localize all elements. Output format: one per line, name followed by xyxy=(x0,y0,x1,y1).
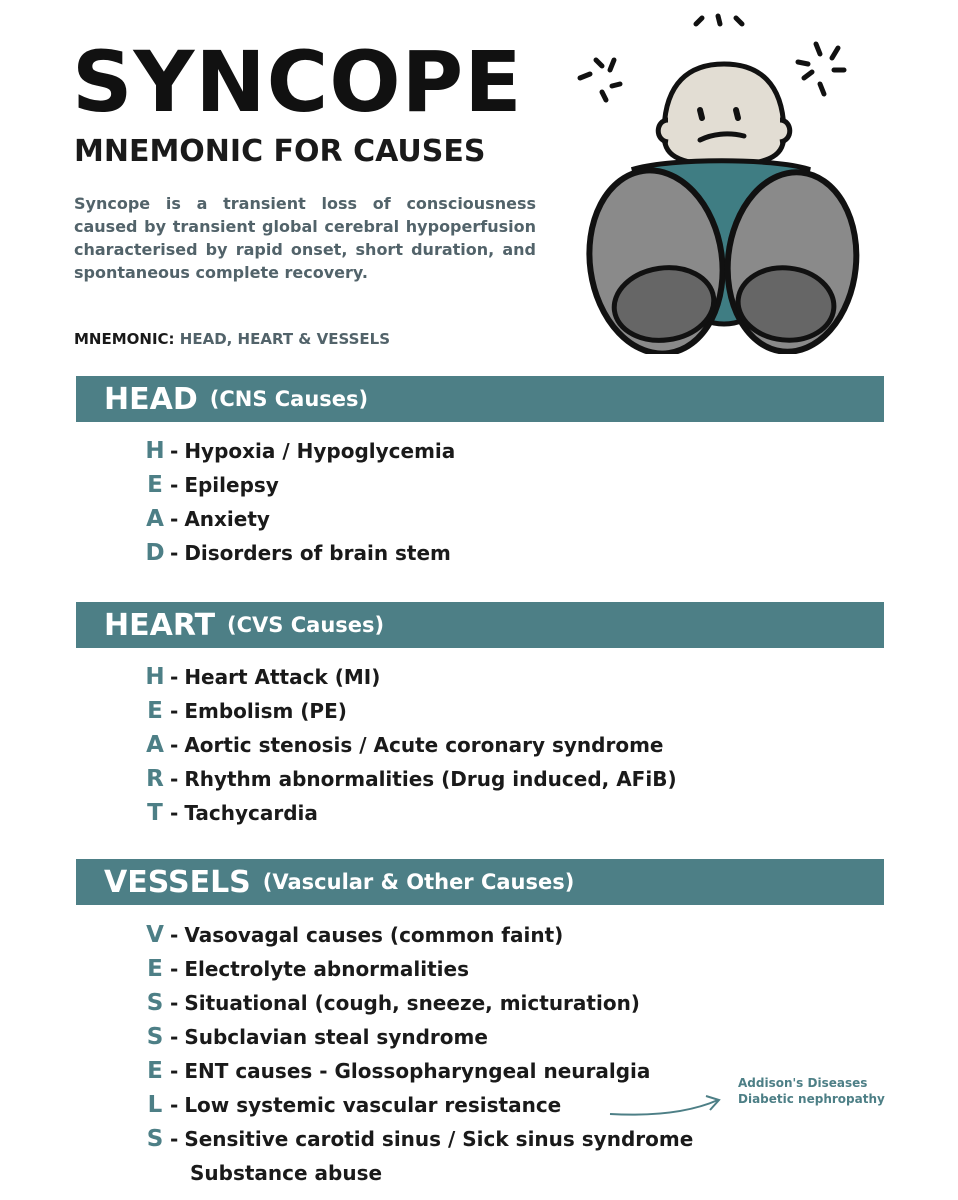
list-item-text: Substance abuse xyxy=(190,1161,383,1185)
list-item-text: Situational (cough, sneeze, micturation) xyxy=(184,991,640,1015)
heart-section-subtitle: (CVS Causes) xyxy=(227,613,385,637)
page-subtitle: MNEMONIC FOR CAUSES xyxy=(74,134,486,169)
mnemonic-letter: S xyxy=(146,1024,164,1050)
mnemonic-letter: A xyxy=(146,506,164,532)
list-item-text: Aortic stenosis / Acute coronary syndrome xyxy=(184,733,664,757)
vessels-section-subtitle: (Vascular & Other Causes) xyxy=(262,870,575,894)
list-item-text: Embolism (PE) xyxy=(184,699,347,723)
list-item: V - Vasovagal causes (common faint) xyxy=(142,918,693,952)
vessels-section-header xyxy=(76,859,884,905)
mnemonic-letter: H xyxy=(145,664,165,690)
list-item-text: ENT causes - Glossopharyngeal neuralgia xyxy=(184,1059,651,1083)
intro-paragraph: Syncope is a transient loss of consciousness caused by transient global cerebral hypoperfusion characterised by rapid onset, short duration, and spontaneous complete recovery. xyxy=(74,194,536,282)
mnemonic-letter: E xyxy=(147,1058,163,1084)
mnemonic-letter: L xyxy=(147,1092,163,1118)
list-item-text: Low systemic vascular resistance xyxy=(184,1093,562,1117)
heart-list xyxy=(142,660,677,830)
arrow-icon xyxy=(606,1088,726,1124)
list-item: T - Tachycardia xyxy=(142,796,677,830)
head-shape xyxy=(658,64,790,166)
list-item-text: Rhythm abnormalities (Drug induced, AFiB) xyxy=(184,767,677,791)
list-item: E - Epilepsy xyxy=(142,468,455,502)
head-section-title: HEAD xyxy=(104,381,198,417)
list-item: L - Low systemic vascular resistance xyxy=(142,1088,693,1122)
list-item-continuation xyxy=(142,1156,693,1190)
list-item-text: Heart Attack (MI) xyxy=(184,665,381,689)
mnemonic-letter: R xyxy=(146,766,164,792)
fainted-person-illustration xyxy=(572,4,872,354)
list-item: R - Rhythm abnormalities (Drug induced, AFiB) xyxy=(142,762,677,796)
list-item: S - Sensitive carotid sinus / Sick sinus syndrome xyxy=(142,1122,693,1156)
page-title: SYNCOPE xyxy=(72,33,523,131)
list-item-text: Epilepsy xyxy=(184,473,279,497)
mnemonic-letter: V xyxy=(146,922,164,948)
mnemonic-letter: T xyxy=(147,800,163,826)
list-item: S - Situational (cough, sneeze, micturation) xyxy=(142,986,693,1020)
list-item: A - Aortic stenosis / Acute coronary syndrome xyxy=(142,728,677,762)
mnemonic-value: HEAD, HEART & VESSELS xyxy=(179,330,391,348)
mnemonic-letter: E xyxy=(147,956,163,982)
list-item-text: Anxiety xyxy=(184,507,270,531)
annotation-line: Addison's Diseases xyxy=(738,1076,868,1090)
mnemonic-line xyxy=(74,330,390,348)
head-section-header xyxy=(76,376,884,422)
head-section-subtitle: (CNS Causes) xyxy=(209,387,369,411)
list-item: A - Anxiety xyxy=(142,502,455,536)
vessels-list xyxy=(142,918,693,1190)
list-item-text: Disorders of brain stem xyxy=(184,541,451,565)
mnemonic-letter: S xyxy=(146,1126,164,1152)
list-item: S - Subclavian steal syndrome xyxy=(142,1020,693,1054)
mnemonic-label: MNEMONIC: xyxy=(74,330,175,348)
list-item: H - Heart Attack (MI) xyxy=(142,660,677,694)
head-list xyxy=(142,434,455,570)
vessels-section-title: VESSELS xyxy=(104,864,251,900)
mnemonic-letter: D xyxy=(145,540,165,566)
mnemonic-letter: S xyxy=(146,990,164,1016)
list-item-text: Sensitive carotid sinus / Sick sinus syndrome xyxy=(184,1127,694,1151)
list-item-text: Subclavian steal syndrome xyxy=(184,1025,488,1049)
list-item: H - Hypoxia / Hypoglycemia xyxy=(142,434,455,468)
list-item: E - ENT causes - Glossopharyngeal neuralgia xyxy=(142,1054,693,1088)
list-item-text: Hypoxia / Hypoglycemia xyxy=(184,439,456,463)
annotation-note xyxy=(738,1075,885,1107)
list-item: E - Electrolyte abnormalities xyxy=(142,952,693,986)
list-item-text: Vasovagal causes (common faint) xyxy=(184,923,564,947)
list-item-text: Tachycardia xyxy=(184,801,318,825)
annotation-line: Diabetic nephropathy xyxy=(738,1092,885,1106)
mnemonic-letter: A xyxy=(146,732,164,758)
list-item-text: Electrolyte abnormalities xyxy=(184,957,469,981)
list-item: D - Disorders of brain stem xyxy=(142,536,455,570)
list-item: E - Embolism (PE) xyxy=(142,694,677,728)
mnemonic-letter: H xyxy=(145,438,165,464)
mnemonic-letter: E xyxy=(147,472,163,498)
mnemonic-letter: E xyxy=(147,698,163,724)
heart-section-title: HEART xyxy=(104,607,216,643)
heart-section-header xyxy=(76,602,884,648)
